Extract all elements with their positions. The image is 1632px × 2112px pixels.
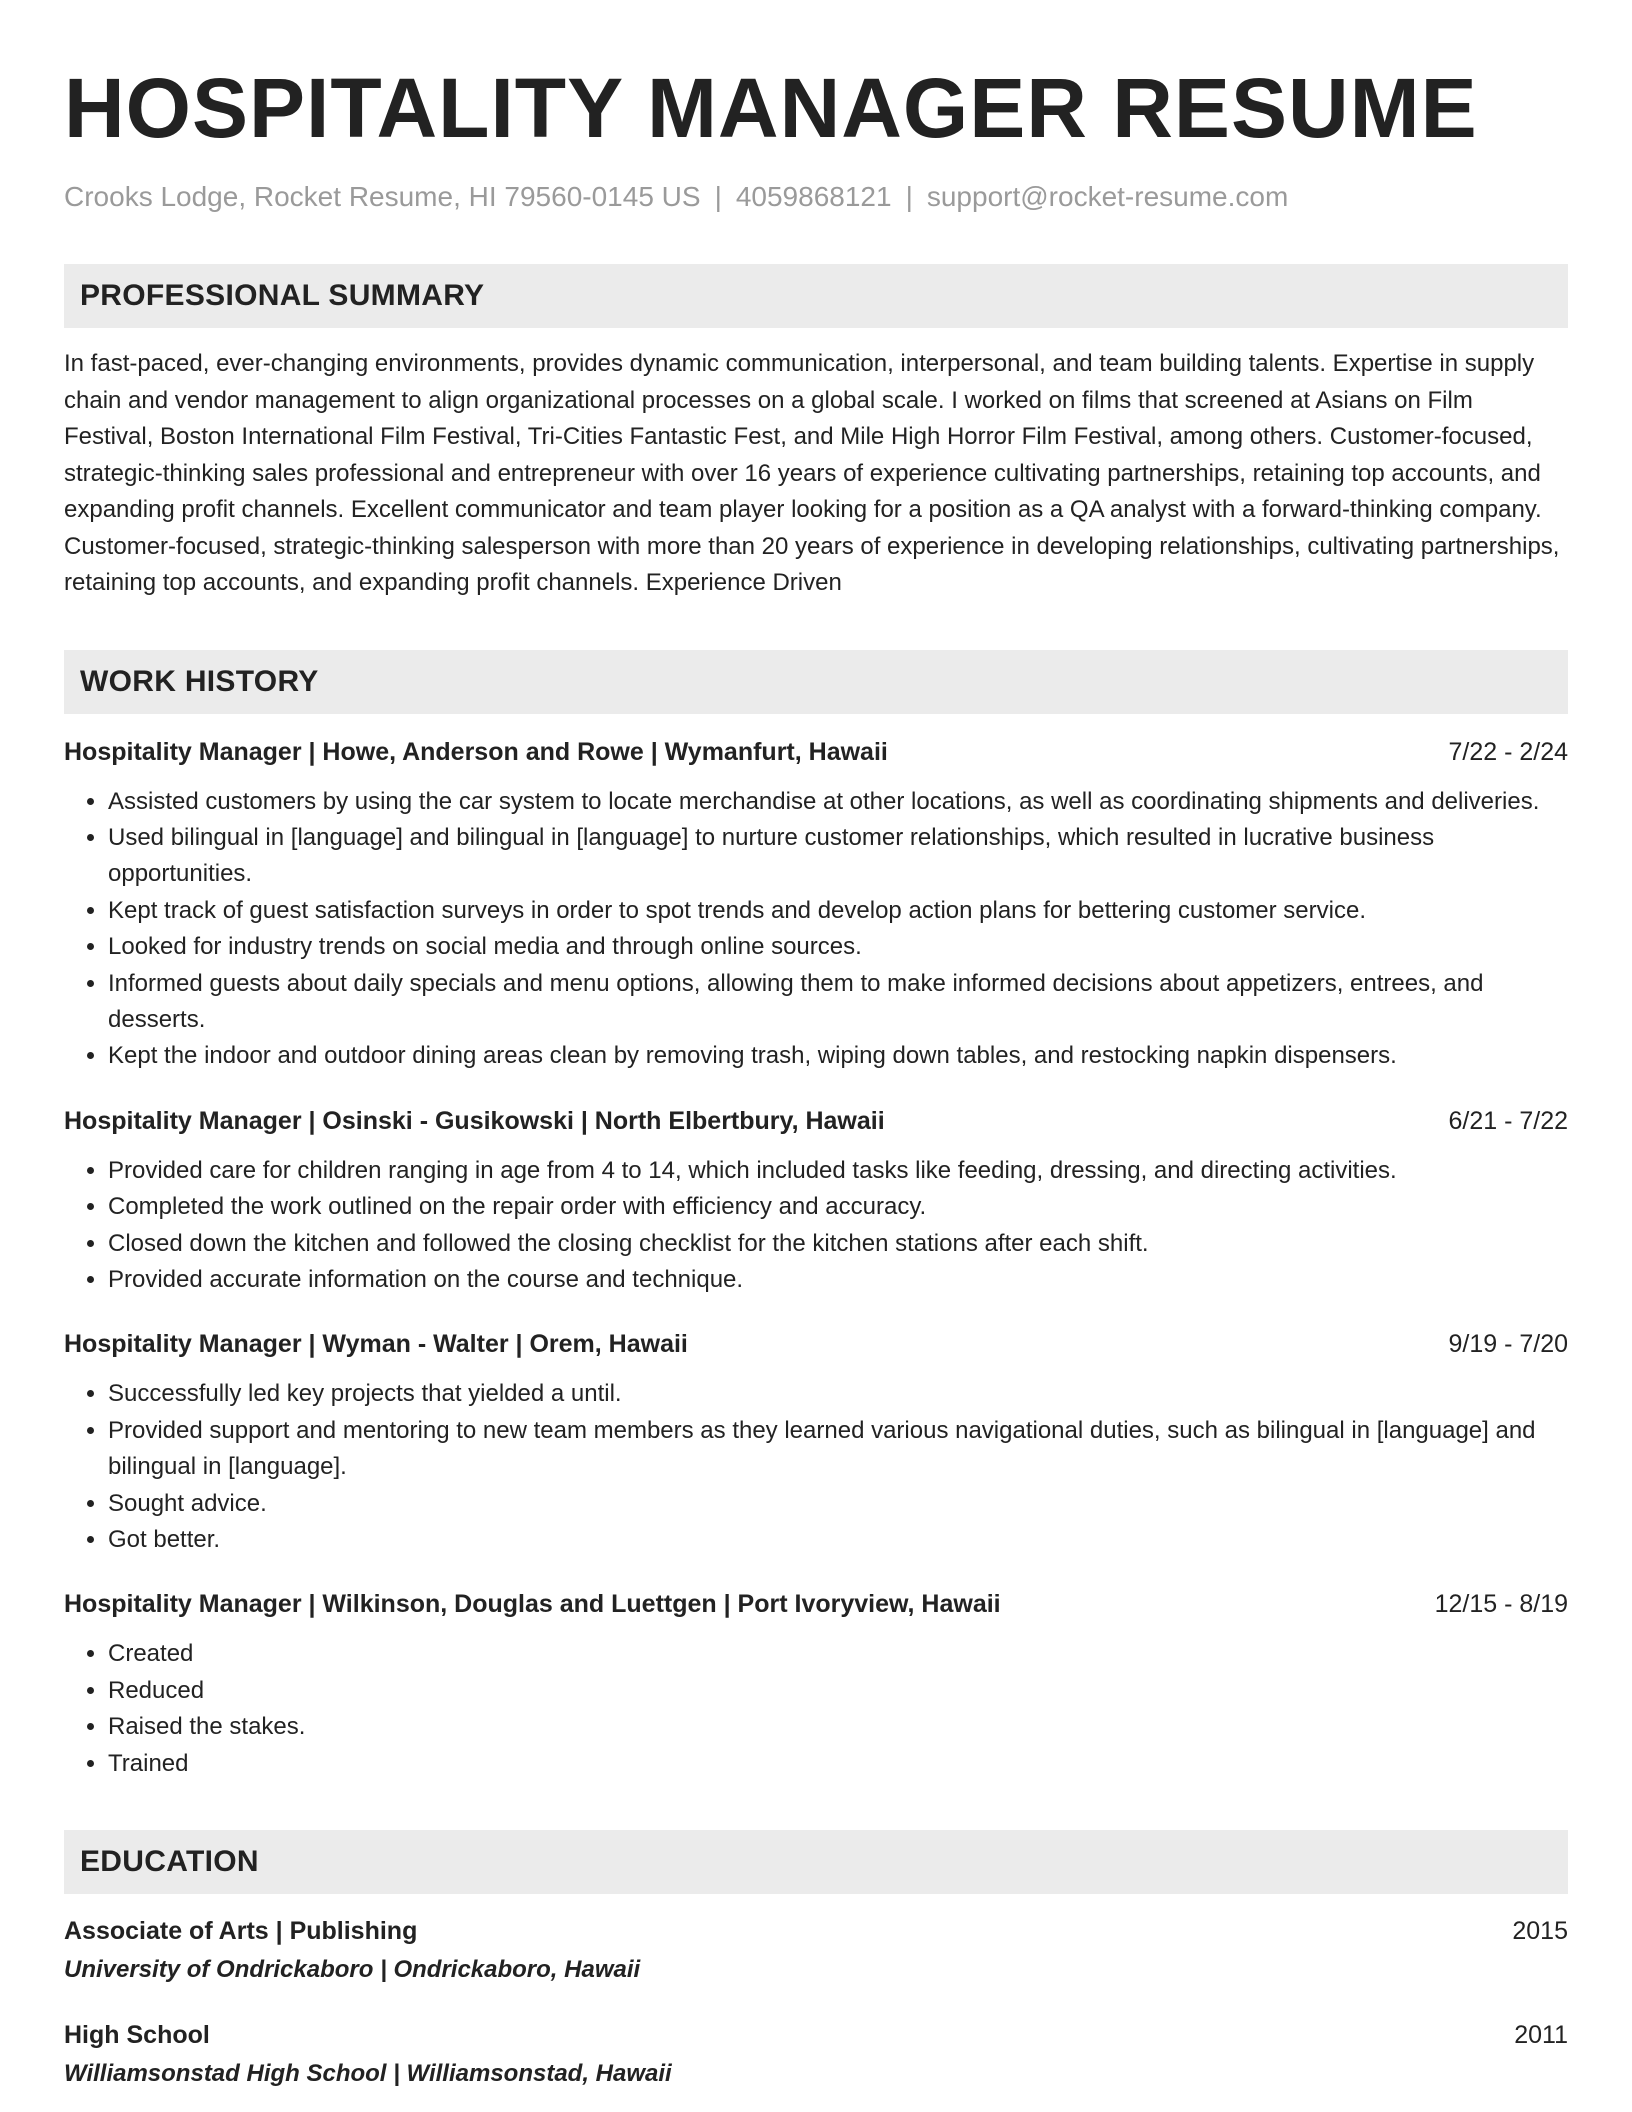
summary-text: In fast-paced, ever-changing environments, provides dynamic communication, interpersonal, and team building talents. Expertise in supply chain and vendor management to align organizational processes on a global scale. I worked on films that screened at Asians on Film Festival, Boston International Film Festival, Tri-Cities Fantastic Fest, and Mile High Horror Film Festival, among others. Customer-focused, strategic-thinking sales professional and entrepreneur with over 16 years of experience cultivating partnerships, retaining top accounts, and expanding profit channels. Excellent communicator and team player looking for a position as a QA analyst with a forward-thinking company. Customer-focused, strategic-thinking salesperson with more than 20 years of experience in developing relationships, cultivating partnerships, retaining top accounts, and expanding profit channels. Experience Driven (64, 350, 1560, 596)
education-header (64, 1912, 1568, 1950)
job-header (64, 1586, 1568, 1622)
job-bullet: • Closed down the kitchen and followed the closing checklist for the kitchen stations after each shift. (108, 1226, 1568, 1262)
job-bullet: • Provided accurate information on the course and technique. (108, 1262, 1568, 1298)
job-entry (64, 1326, 1568, 1558)
work-history-list (64, 734, 1568, 1783)
contact-phone: 4059868121 (735, 181, 892, 212)
contact-separator: | (714, 181, 722, 212)
job-bullet: • Raised the stakes. (108, 1709, 1568, 1745)
job-title: Hospitality Manager | Wilkinson, Douglas and Luettgen | Port Ivoryview, Hawaii (64, 1590, 1001, 1619)
summary-section-header (64, 264, 1568, 328)
job-header (64, 734, 1568, 770)
education-entry (64, 1912, 1568, 1990)
contact-line (64, 178, 1568, 216)
work-section-title: WORK HISTORY (80, 664, 319, 698)
job-title: Hospitality Manager | Howe, Anderson and Rowe | Wymanfurt, Hawaii (64, 737, 888, 766)
job-entry (64, 1103, 1568, 1299)
job-entry (64, 1586, 1568, 1782)
job-dates: 7/22 - 2/24 (1448, 737, 1568, 766)
job-header (64, 1326, 1568, 1362)
job-bullet: • Created (108, 1636, 1568, 1672)
education-degree: Associate of Arts | Publishing (64, 1917, 418, 1946)
education-year: 2015 (1512, 1917, 1568, 1946)
job-bullet: • Looked for industry trends on social media and through online sources. (108, 929, 1568, 965)
education-section-title: EDUCATION (80, 1845, 259, 1879)
job-bullet: • Used bilingual in [language] and bilingual in [language] to nurture customer relationships, which resulted in lucrative business opportunities. (108, 820, 1568, 893)
job-bullet: • Sought advice. (108, 1486, 1568, 1522)
job-dates: 9/19 - 7/20 (1448, 1330, 1568, 1359)
job-bullet: • Kept track of guest satisfaction surveys in order to spot trends and develop action plans for bettering customer service. (108, 893, 1568, 929)
job-bullet: • Assisted customers by using the car system to locate merchandise at other locations, as well as coordinating shipments and deliveries. (108, 784, 1568, 820)
education-section-header (64, 1830, 1568, 1894)
job-bullet-list (64, 1153, 1568, 1299)
job-bullet: • Got better. (108, 1522, 1568, 1558)
education-entry (64, 2016, 1568, 2094)
summary-section-title: PROFESSIONAL SUMMARY (80, 279, 485, 312)
job-dates: 12/15 - 8/19 (1434, 1590, 1568, 1619)
job-bullet: • Successfully led key projects that yielded a until. (108, 1376, 1568, 1412)
job-entry (64, 734, 1568, 1075)
education-list (64, 1912, 1568, 2094)
education-school: Williamsonstad High School | Williamsonstad, Hawaii (64, 2060, 672, 2088)
job-title: Hospitality Manager | Osinski - Gusikowski | North Elbertbury, Hawaii (64, 1106, 885, 1135)
job-dates: 6/21 - 7/22 (1448, 1106, 1568, 1135)
job-title: Hospitality Manager | Wyman - Walter | Orem, Hawaii (64, 1330, 688, 1359)
work-section-header (64, 650, 1568, 714)
contact-email: support@rocket-resume.com (926, 181, 1289, 212)
job-bullet: • Informed guests about daily specials and menu options, allowing them to make informed decisions about appetizers, entrees, and desserts. (108, 966, 1568, 1039)
job-bullet: • Trained (108, 1746, 1568, 1782)
job-bullet-list (64, 784, 1568, 1075)
job-bullet: • Provided support and mentoring to new team members as they learned various navigational duties, such as bilingual in [language] and bilingual in [language]. (108, 1413, 1568, 1486)
job-bullet: • Reduced (108, 1673, 1568, 1709)
education-header (64, 2016, 1568, 2054)
contact-address: Crooks Lodge, Rocket Resume, HI 79560-0145 US (64, 181, 701, 212)
job-bullet-list (64, 1376, 1568, 1558)
resume-title: HOSPITALITY MANAGER RESUME (64, 61, 1478, 155)
job-bullet: • Kept the indoor and outdoor dining areas clean by removing trash, wiping down tables, and restocking napkin dispensers. (108, 1038, 1568, 1074)
job-bullet-list (64, 1636, 1568, 1782)
contact-separator: | (905, 181, 913, 212)
education-year: 2011 (1514, 2021, 1568, 2050)
job-bullet: • Provided care for children ranging in age from 4 to 14, which included tasks like feeding, dressing, and directing activities. (108, 1153, 1568, 1189)
education-school: University of Ondrickaboro | Ondrickaboro, Hawaii (64, 1956, 641, 1984)
education-degree: High School (64, 2021, 210, 2050)
job-header (64, 1103, 1568, 1139)
job-bullet: • Completed the work outlined on the repair order with efficiency and accuracy. (108, 1189, 1568, 1225)
